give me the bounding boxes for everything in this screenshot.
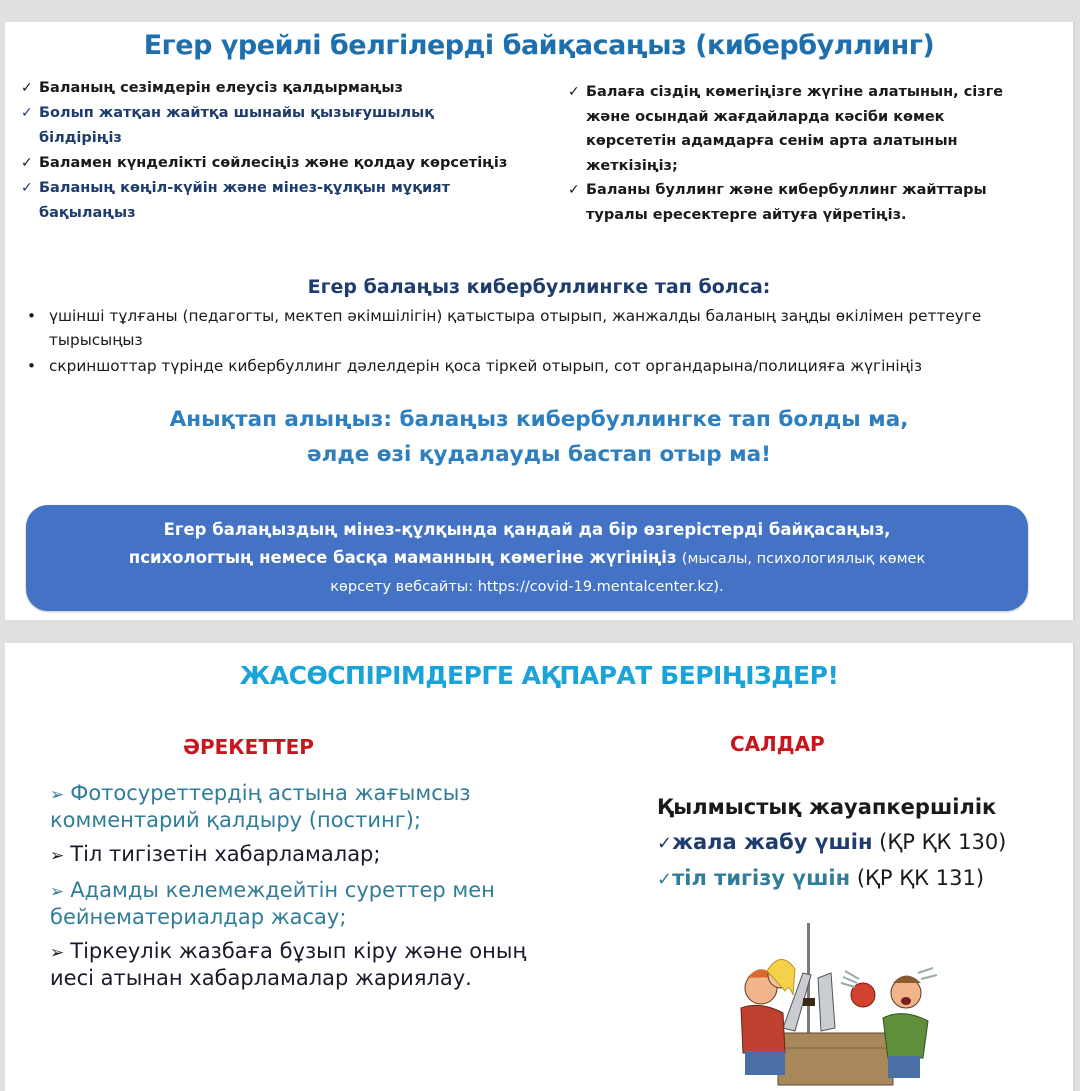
liability-item: ✓жала жабу үшін (ҚР ҚК 130): [657, 830, 1007, 854]
right-checklist: [568, 80, 1038, 227]
checklist-item: ✓ Баланың көңіл-күйін және мінез-құлқын мұқият бақылаңыз: [21, 176, 541, 226]
consequences-block: [657, 789, 1067, 897]
left-checklist: [21, 76, 541, 226]
check-icon: ✓: [657, 869, 673, 890]
checklist-item: ✓ Баламен күнделікті сөйлесіңіз және қолдау көрсетіңіз: [21, 151, 541, 176]
bullet-item: • үшінші тұлғаны (педагогты, мектеп әкімшілігін) қатыстыра отырып, жанжалды баланың заңды өкілімен реттеуге тырысыңыз: [25, 304, 1065, 352]
callout-line1: Егер балаңыздың мінез-құлқында қандай да бір өзгерістерді байқасаңыз,: [163, 520, 891, 539]
psychologist-callout: [26, 505, 1028, 611]
find-out-highlight: Анықтап алыңыз: балаңыз кибербуллингке тап болды ма, әлде өзі қудалауды бастап отыр ма!: [169, 407, 909, 467]
actions-heading: ӘРЕКЕТТЕР: [183, 735, 314, 759]
bullet-item: • скриншоттар түрінде кибербуллинг дәлелдерін қоса тіркей отырып, сот органдарына/полицияға жүгініңіз: [25, 354, 1065, 378]
section2-title: ЖАСӨСПІРІМДЕРГЕ АҚПАРАТ БЕРІҢІЗДЕР!: [239, 661, 839, 690]
action-item: ➢ Тіркеулік жазбаға бұзып кіру және оның иесі атынан хабарламалар жариялау.: [50, 939, 527, 990]
arrow-icon: ➢: [50, 785, 65, 805]
criminal-liability-label: Қылмыстық жауапкершілік: [657, 795, 997, 819]
bully-shirt: [741, 1005, 785, 1053]
checklist-item: ✓ Баланы буллинг және кибербуллинг жайттары туралы ересектерге айтуға үйретіңіз.: [568, 178, 1038, 227]
victim-shirt: [883, 1014, 928, 1058]
check-icon: ✓: [21, 155, 33, 171]
teen-info-card: [5, 643, 1075, 1091]
arrow-icon: ➢: [50, 882, 65, 902]
cyberbullying-signs-card: [5, 22, 1075, 620]
callout-note: (мысалы, психологиялық көмек: [681, 551, 926, 567]
cyberbullying-cartoon-image: [723, 913, 973, 1088]
consequences-heading: САЛДАР: [730, 732, 825, 756]
bullet-icon: •: [27, 357, 37, 375]
check-icon: ✓: [568, 182, 580, 198]
arrow-icon: ➢: [50, 846, 65, 866]
actions-list: [50, 781, 570, 1000]
action-bullets: [25, 304, 1065, 380]
monitor-right: [818, 973, 835, 1031]
action-item: ➢ Адамды келемеждейтін суреттер мен бейнематериалдар жасау;: [50, 878, 495, 929]
checklist-item: ✓ Баланың сезімдерін елеусіз қалдырмаңыз: [21, 76, 541, 101]
check-icon: ✓: [657, 833, 673, 854]
check-icon: ✓: [568, 84, 580, 100]
check-icon: ✓: [21, 180, 33, 196]
checklist-item: ✓ Балаға сіздің көмегіңізге жүгіне алатынын, сізге және осындай жағдайларда кәсіби көмек көрсететін адамдарға сенім арта алатынын жеткізіңіз;: [568, 80, 1038, 178]
section1-title: Егер үрейлі белгілерді байқасаңыз (кибербуллинг): [143, 30, 935, 61]
if-bullied-heading: Егер балаңыз кибербуллингке тап болса:: [307, 276, 771, 298]
liability-item: ✓тіл тигізу үшін (ҚР ҚК 131): [657, 866, 985, 890]
bullet-icon: •: [27, 307, 37, 325]
callout-line2: психологтың немесе басқа маманның көмегіне жүгініңіз: [128, 548, 677, 567]
action-item: ➢ Тіл тигізетін хабарламалар;: [50, 842, 381, 866]
desk: [778, 1033, 893, 1085]
action-item: ➢ Фотосуреттердің астына жағымсыз комментарий қалдыру (постинг);: [50, 781, 471, 832]
checklist-item: ✓ Болып жатқан жайтқа шынайы қызығушылық білдіріңіз: [21, 101, 541, 151]
check-icon: ✓: [21, 105, 33, 121]
callout-website[interactable]: көрсету вебсайты: https://covid-19.mentalcenter.kz).: [330, 579, 724, 595]
arrow-icon: ➢: [50, 943, 65, 963]
check-icon: ✓: [21, 80, 33, 96]
